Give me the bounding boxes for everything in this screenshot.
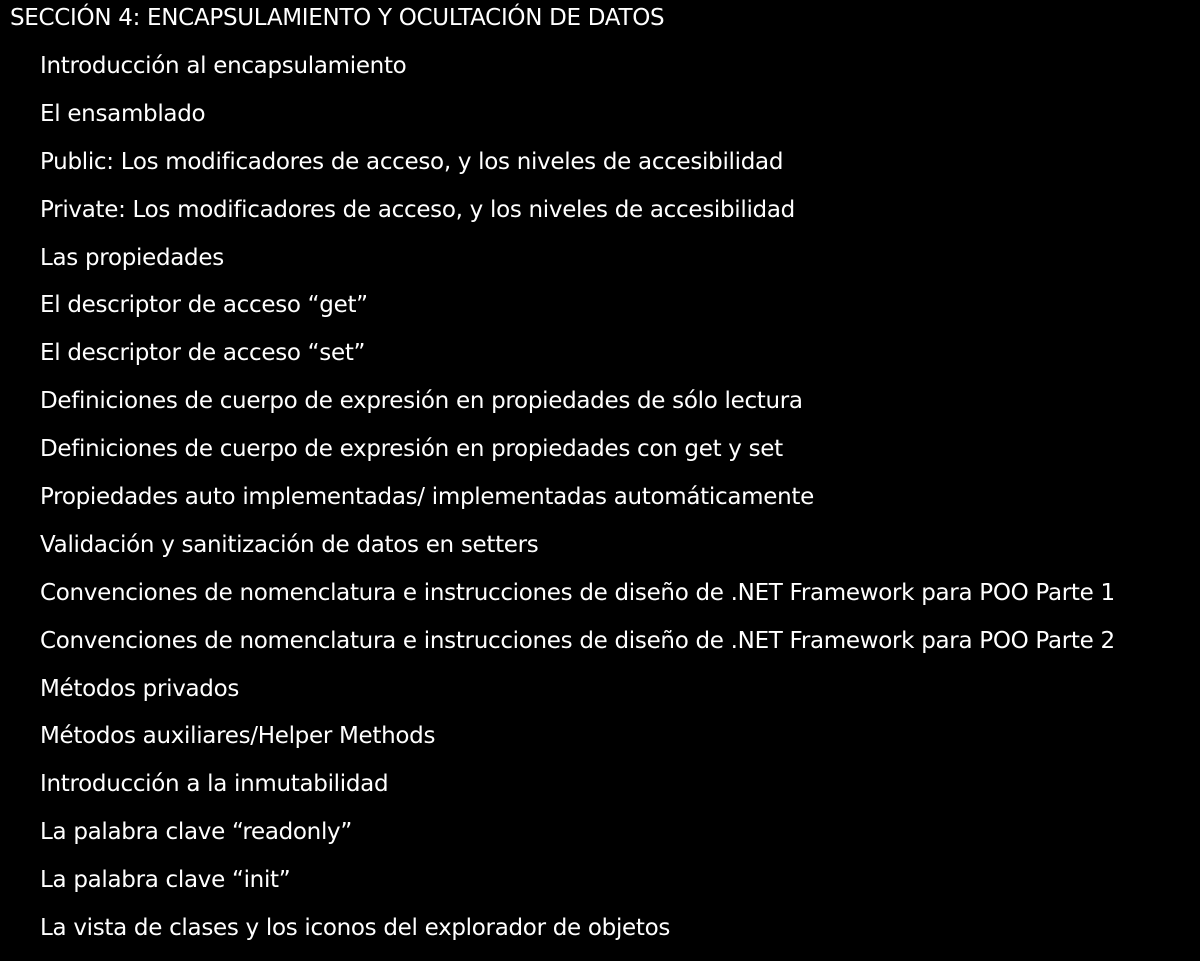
lesson-item: Public: Los modificadores de acceso, y los niveles de accesibilidad xyxy=(40,148,784,175)
lesson-item: Definiciones de cuerpo de expresión en propiedades con get y set xyxy=(40,436,783,463)
lesson-item: La vista de clases y los iconos del explorador de objetos xyxy=(40,915,671,942)
lesson-item: Propiedades auto implementadas/ implementadas automáticamente xyxy=(40,484,814,511)
lesson-item: Validación y sanitización de datos en setters xyxy=(40,531,539,558)
lesson-list xyxy=(40,51,1115,961)
lesson-item: Introducción a la inmutabilidad xyxy=(40,771,389,798)
lesson-item: Introducción al encapsulamiento xyxy=(40,53,407,79)
lesson-item: Convenciones de nomenclatura e instrucciones de diseño de .NET Framework para POO Parte 1 xyxy=(40,579,1115,606)
lesson-item: La palabra clave “readonly” xyxy=(40,819,352,846)
lesson-item: Métodos auxiliares/Helper Methods xyxy=(40,723,436,750)
lesson-item: El ensamblado xyxy=(40,100,206,127)
section-title: SECCIÓN 4: ENCAPSULAMIENTO Y OCULTACIÓN DE DATOS xyxy=(10,5,665,31)
lesson-item: Las propiedades xyxy=(40,244,224,271)
lesson-item: Private: Los modificadores de acceso, y los niveles de accesibilidad xyxy=(40,196,795,223)
lesson-item: Métodos privados xyxy=(40,675,240,702)
lesson-item: Definiciones de cuerpo de expresión en propiedades de sólo lectura xyxy=(40,388,803,415)
lesson-item: Convenciones de nomenclatura e instrucciones de diseño de .NET Framework para POO Parte 2 xyxy=(40,627,1115,654)
lesson-item: El descriptor de acceso “set” xyxy=(40,340,366,367)
lesson-item: La palabra clave “init” xyxy=(40,867,291,894)
lesson-item: El descriptor de acceso “get” xyxy=(40,292,368,319)
